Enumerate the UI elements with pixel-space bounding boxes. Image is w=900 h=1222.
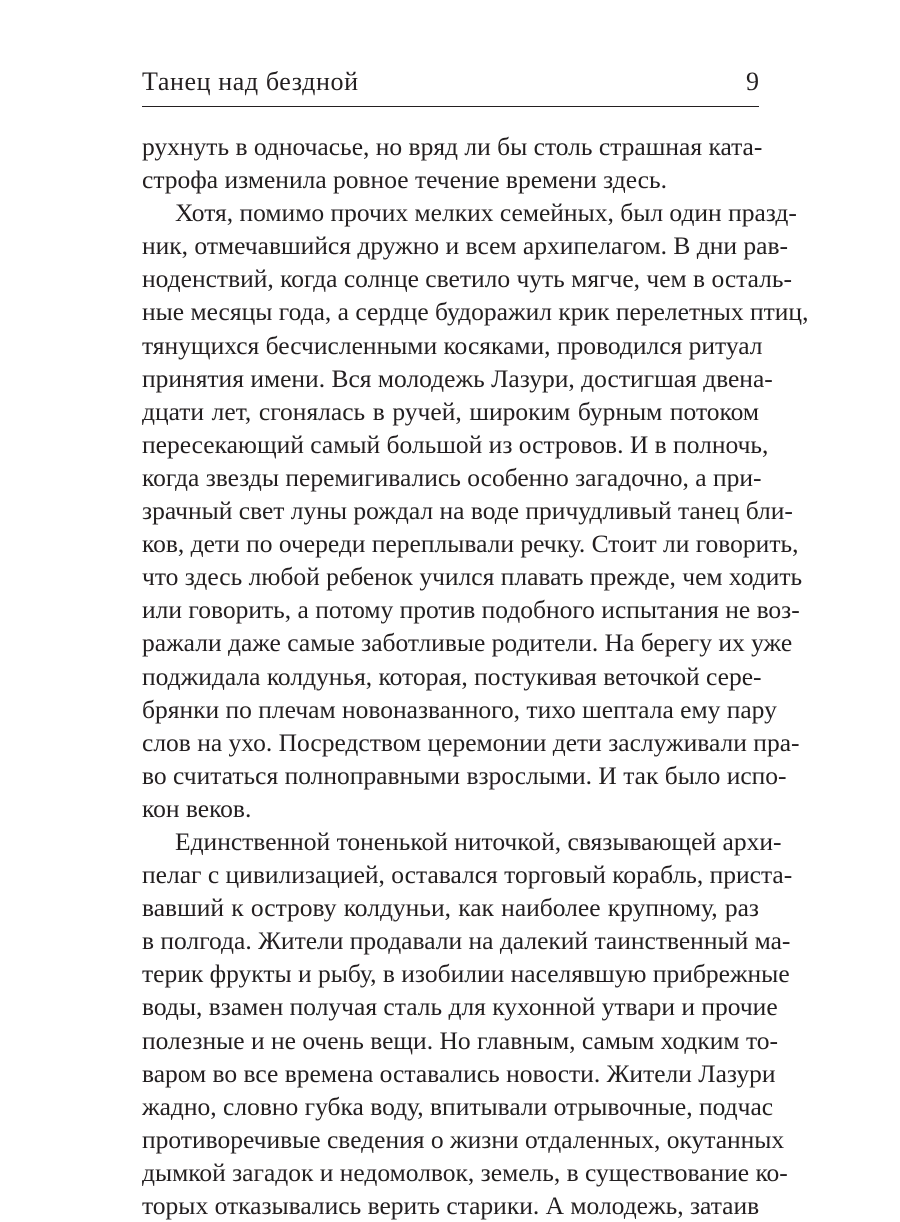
- text-line: жадно, словно губка воду, впитывали отрывочные, подчас: [142, 1091, 774, 1121]
- text-line: Хотя, помимо прочих мелких семейных, был один празд-: [175, 198, 797, 228]
- text-line: кон веков.: [142, 793, 252, 823]
- text-line: строфа изменила ровное течение времени здесь.: [142, 165, 668, 195]
- text-line: дцати лет, сгонялась в ручей, широким бурным потоком: [142, 396, 759, 426]
- text-line: варом во все времена оставались новости. Жители Лазури: [142, 1058, 776, 1088]
- text-line: когда звезды перемигивались особенно загадочно, а при-: [142, 462, 762, 492]
- text-line: слов на ухо. Посредством церемонии дети заслуживали пра-: [142, 727, 800, 757]
- text-line: ноденствий, когда солнце светило чуть мягче, чем в осталь-: [142, 264, 793, 294]
- header-rule: [142, 106, 759, 107]
- text-line: вавший к острову колдуньи, как наиболее крупному, раз: [142, 893, 759, 923]
- text-line: во считаться полноправными взрослыми. И так было испо-: [142, 760, 787, 790]
- text-line: или говорить, а потому против подобного испытания не воз-: [142, 595, 800, 625]
- text-line: ражали даже самые заботливые родители. На берегу их уже: [142, 628, 793, 658]
- body-text: [142, 130, 809, 1222]
- text-line: пелаг с цивилизацией, оставался торговый корабль, приста-: [142, 860, 793, 890]
- text-line: принятия имени. Вся молодежь Лазури, достигшая двена-: [142, 363, 773, 393]
- text-line: Единственной тоненькой ниточкой, связывающей архи-: [175, 826, 782, 856]
- page-number: 9: [746, 67, 759, 96]
- text-line: ник, отмечавшийся дружно и всем архипелагом. В дни рав-: [142, 231, 788, 261]
- running-head: [142, 66, 759, 98]
- text-line: ков, дети по очереди переплывали речку. Стоит ли говорить,: [142, 529, 799, 559]
- text-line: торых отказывались верить старики. А молодежь, затаив: [142, 1191, 760, 1220]
- text-line: терик фрукты и рыбу, в изобилии населявшую прибрежные: [142, 959, 790, 989]
- running-title: Танец над бездной: [142, 67, 359, 96]
- text-line: ные месяцы года, а сердце будоражил крик перелетных птиц,: [142, 297, 809, 327]
- text-line: дымкой загадок и недомолвок, земель, в существование ко-: [142, 1157, 788, 1187]
- text-line: брянки по плечам новоназванного, тихо шептала ему пару: [142, 694, 777, 724]
- text-line: тянущихся бесчисленными косяками, проводился ритуал: [142, 330, 763, 360]
- text-line: воды, взамен получая сталь для кухонной утвари и прочие: [142, 992, 778, 1022]
- text-line: пересекающий самый большой из островов. И в полночь,: [142, 429, 769, 459]
- text-line: поджидала колдунья, которая, постукивая веточкой сере-: [142, 661, 762, 691]
- text-line: противоречивые сведения о жизни отдаленных, окутанных: [142, 1124, 785, 1154]
- text-line: рухнуть в одночасье, но вряд ли бы столь страшная ката-: [142, 132, 763, 161]
- text-line: в полгода. Жители продавали на далекий таинственный ма-: [142, 926, 791, 956]
- text-line: полезные и не очень вещи. Но главным, самым ходким то-: [142, 1025, 778, 1055]
- text-line: зрачный свет луны рождал на воде причудливый танец бли-: [142, 496, 793, 526]
- text-line: что здесь любой ребенок учился плавать прежде, чем ходить: [142, 562, 803, 592]
